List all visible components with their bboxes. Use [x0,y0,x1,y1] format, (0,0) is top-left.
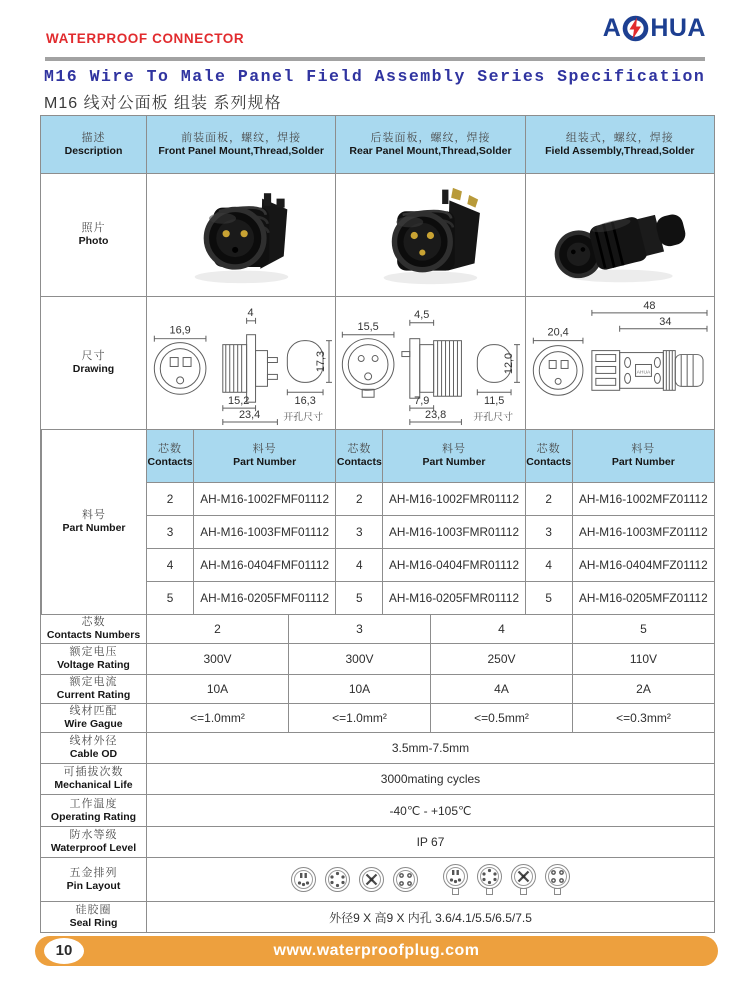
contacts-cell [525,581,572,614]
col-label-en: Rear Panel Mount,Thread,Solder [349,144,512,157]
spec-value: <=0.5mm² [474,711,529,725]
technical-drawing [526,297,714,429]
column-header-field-assembly [525,116,714,173]
technical-drawing [147,297,335,429]
contacts-cell [335,482,382,515]
footer-bar [35,936,718,966]
row-label-en: Wire Gague [64,718,123,731]
col-label-en: Field Assembly,Thread,Solder [545,144,695,157]
pin-layout-4pin-tab-icon [544,863,571,896]
sub-contacts-en: Contacts [147,456,193,469]
photo-row-label [41,174,146,296]
specification-table [40,115,715,933]
brand-tagline: WATERPROOF CONNECTOR [46,31,245,46]
photo-rear-panel-connector [335,174,524,296]
part-number-value: AH-M16-1003FMR01112 [388,525,520,539]
col-label-cn: 组装式，螺纹，焊接 [565,131,674,144]
mechanical-life-row [41,763,714,794]
pin-layout-4pin-icon [392,866,419,893]
contacts-numbers-row [41,614,714,643]
spec-value: 3 [356,622,363,636]
sub-part-cn: 料号 [631,443,656,456]
sub-part-cn: 料号 [441,443,466,456]
spec-value: 2 [214,622,221,636]
hole-size-note: 开孔尺寸 [283,412,324,424]
row-label-en: Waterproof Level [50,842,137,855]
pin-layout-row [41,857,714,901]
contacts-value: 5 [545,591,552,605]
drawing-row-label [41,297,146,429]
page-title-en: M16 Wire To Male Panel Field Assembly Series Specification [44,67,706,86]
photo-label-en: Photo [78,235,109,248]
dim-front-diameter: 15,5 [357,320,380,333]
sub-part-en: Part Number [233,456,297,469]
drawing-label-en: Drawing [72,363,115,376]
logo-text-hua: HUA [650,14,706,42]
subheader-part-number [572,430,714,482]
contacts-cell [525,548,572,581]
part-number-cell [193,515,335,548]
dim-hole-height: 12,0 [503,352,516,375]
row-label-cn: 可插拔次数 [63,766,124,779]
part-number-value: AH-M16-1002MFZ01112 [578,492,708,506]
wire-gauge-row [41,703,714,732]
contacts-cell [335,515,382,548]
drawing-row [41,296,714,429]
contacts-cell [146,482,193,515]
contacts-value: 3 [166,525,174,539]
current-rating-row [41,674,714,703]
spec-value: 4A [494,682,509,696]
row-label-en: Seal Ring [69,917,118,930]
spec-value: 4 [498,622,505,636]
waterproof-level-row [41,826,714,857]
part-number-value: AH-M16-0404FMR01112 [388,558,520,572]
part-number-value: AH-M16-1003FMF01112 [200,525,330,539]
col-label-cn: 前装面板，螺纹，焊接 [181,131,302,144]
sub-contacts-en: Contacts [336,456,382,469]
contacts-value: 2 [545,492,552,506]
row-label-cn: 额定电压 [69,646,118,659]
part-number-section [41,429,714,614]
part-number-value: AH-M16-0205MFZ01112 [578,591,708,605]
spec-value: IP 67 [416,835,445,849]
part-number-value: AH-M16-0404FMF01112 [200,558,330,572]
contacts-value: 3 [545,525,552,539]
row-label-cn: 线材匹配 [69,705,118,718]
operating-rating-row [41,794,714,826]
spec-value: 3.5mm-7.5mm [391,741,470,755]
subheader-contacts [146,430,193,482]
col-label-en: Front Panel Mount,Thread,Solder [158,144,324,157]
website-url: www.waterproofplug.com [273,942,480,959]
contacts-cell [335,581,382,614]
part-number-cell [382,482,524,515]
drawing-front-panel [146,297,335,429]
part-number-value: AH-M16-1003MFZ01112 [578,525,708,539]
part-number-cell [193,581,335,614]
header-divider [45,57,705,61]
pin-layout-6pin-tab-icon [476,863,503,896]
part-number-value: AH-M16-0205FMF01112 [200,591,330,605]
aohua-logo [603,14,706,43]
column-header-front-panel [146,116,335,173]
row-label-cn: 硅胶圈 [75,904,112,917]
page-number-badge: 10 [44,938,84,964]
dim-front-diameter: 20,4 [547,326,569,339]
logo-bolt-icon [622,15,649,42]
photo-row [41,173,714,296]
contacts-cell [146,581,193,614]
subheader-part-number [193,430,335,482]
col-label-cn: 后装面板，螺纹，焊接 [370,131,491,144]
dim-overall: 23,8 [425,409,447,422]
contacts-value: 4 [545,558,552,572]
row-label-cn: 工作温度 [69,797,118,810]
pin-layout-4pin-cross-tab-icon [510,863,537,896]
contacts-cell [335,548,382,581]
row-label-en: Operating Rating [50,810,137,823]
pin-layout-6pin-icon [324,866,351,893]
contacts-cell [146,548,193,581]
row-label-cn: 额定电流 [69,676,118,689]
row-label-en: Contacts Numbers [46,629,141,642]
row-label-en: Pin Layout [66,879,121,892]
part-number-cell [382,515,524,548]
spec-value: 2A [636,682,651,696]
part-number-row-label [41,430,146,614]
part-number-cell [572,581,714,614]
subheader-contacts [525,430,572,482]
pin-layout-4pin-cross-icon [358,866,385,893]
hole-size-note: 开孔尺寸 [473,412,514,424]
contacts-value: 5 [356,591,363,605]
part-number-value: AH-M16-1002FMF01112 [200,492,330,506]
row-label-en: Cable OD [69,748,118,761]
dim-body-length: 34 [658,315,672,328]
part-number-value: AH-M16-0205FMR01112 [388,591,520,605]
connector-photo-image [345,178,515,293]
contacts-value: 2 [166,492,174,506]
table-header-row [41,116,714,173]
technical-drawing [336,297,524,429]
pin-layout-5pin-tab-icon [442,863,469,896]
row-label-cn: 芯数 [81,616,106,629]
part-number-cell [193,548,335,581]
part-number-value: AH-M16-0404MFZ01112 [578,558,708,572]
part-label-en: Part Number [62,522,126,535]
row-label-en: Mechanical Life [54,779,133,792]
column-header-rear-panel [335,116,524,173]
spec-value: 10A [206,682,229,696]
spec-value: 300V [203,652,232,666]
photo-label-cn: 照片 [81,222,106,235]
row-label-cn: 线材外径 [69,735,118,748]
row-label-en: Voltage Rating [57,659,130,672]
photo-field-assembly-connector [525,174,714,296]
part-number-cell [382,548,524,581]
spec-value: <=0.3mm² [616,711,671,725]
part-number-cell [193,482,335,515]
part-number-cell [572,482,714,515]
drawing-brand-mark: AHUA [636,370,651,376]
spec-value: 10A [348,682,371,696]
photo-front-panel-connector [146,174,335,296]
part-number-cell [572,515,714,548]
part-number-cell [572,548,714,581]
sub-part-en: Part Number [611,456,675,469]
spec-value: -40℃ - +105℃ [389,803,472,818]
spec-value: <=1.0mm² [332,711,387,725]
pin-layout-icons [146,858,714,901]
sub-contacts-cn: 芯数 [158,443,182,456]
sub-part-cn: 料号 [252,443,277,456]
dim-body: 15,2 [228,395,250,408]
drawing-label-cn: 尺寸 [81,350,106,363]
spec-value: <=1.0mm² [190,711,245,725]
logo-text-a: A [602,14,622,42]
dim-flange: 4 [247,306,254,319]
part-number-cell [382,581,524,614]
subheader-contacts [335,430,382,482]
contacts-value: 2 [356,492,363,506]
dim-overall: 23,4 [238,409,261,422]
dim-front-diameter: 16,9 [169,324,191,337]
row-label-en: Current Rating [56,689,131,702]
contacts-value: 5 [166,591,174,605]
dim-hole-width: 16,3 [294,395,316,408]
spec-value: 110V [629,652,658,666]
subheader-part-number [382,430,524,482]
sub-part-en: Part Number [422,456,486,469]
pin-layout-5pin-icon [290,866,317,893]
connector-photo-image [156,178,326,293]
spec-value: 3000mating cycles [380,772,481,786]
drawing-rear-panel [335,297,524,429]
part-label-cn: 料号 [82,509,106,522]
dim-hole-height: 17,3 [315,350,328,373]
dim-hole-width: 11,5 [484,395,505,408]
spec-value: 250V [487,652,516,666]
contacts-value: 3 [356,525,363,539]
part-number-value: AH-M16-1002FMR01112 [388,492,520,506]
contacts-value: 4 [166,558,174,572]
contacts-value: 4 [356,558,363,572]
dim-body: 7,9 [414,395,430,408]
spec-value: 5 [640,622,647,636]
contacts-cell [525,515,572,548]
row-label-cn: 防水等级 [69,829,118,842]
dim-overall-length: 48 [643,299,656,312]
row-label-cn: 五金排列 [69,866,118,879]
voltage-rating-row [41,643,714,674]
seal-ring-row [41,901,714,932]
spec-value: 外径9 X 高9 X 内孔 3.6/4.1/5.5/6.5/7.5 [329,910,532,925]
desc-label-en: Description [64,144,123,157]
sub-contacts-cn: 芯数 [347,443,372,456]
desc-header-cell [41,116,146,173]
page-title-cn: M16 线对公面板 组装 系列规格 [44,95,282,112]
connector-photo-image [535,178,705,293]
drawing-field-assembly [525,297,714,429]
spec-value: 300V [345,652,374,666]
sub-contacts-en: Contacts [526,456,572,469]
cable-od-row [41,732,714,763]
contacts-cell [525,482,572,515]
desc-label-cn: 描述 [81,131,106,144]
sub-contacts-cn: 芯数 [536,443,561,456]
dim-flange: 4,5 [414,308,430,321]
contacts-cell [146,515,193,548]
